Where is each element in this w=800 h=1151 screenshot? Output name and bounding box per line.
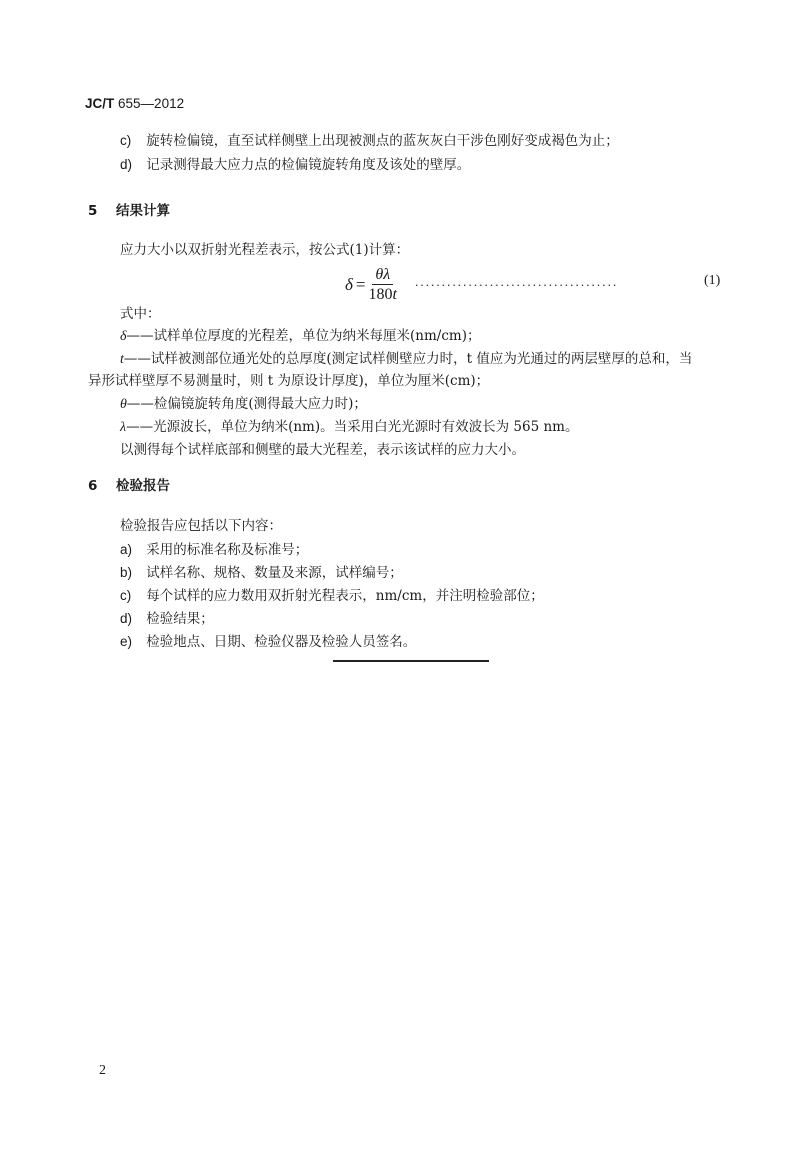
list-item-text: 检验地点、日期、检验仪器及检验人员签名。: [146, 634, 417, 650]
section-intro: 应力大小以双折射光程差表示，按公式(1)计算：: [120, 242, 410, 258]
list-item-text: 旋转检偏镜，直至试样侧壁上出现被测点的蓝灰灰白干涉色刚好变成褐色为止；: [146, 133, 619, 149]
list-item: [120, 155, 470, 175]
formula-equals: =: [355, 275, 366, 294]
list-item-label: e): [120, 634, 133, 649]
definition-symbol: θ: [120, 397, 127, 412]
section-number: 5: [88, 203, 98, 219]
list-item-label: d): [120, 157, 133, 172]
list-item: [120, 586, 544, 606]
definition-text: ——光源波长，单位为纳米(nm)。当采用白光光源时有效波长为 565 nm。: [126, 419, 579, 435]
formula-leader-dots: ......................................: [415, 274, 619, 289]
list-item-text: 每个试样的应力数用双折射光程表示，nm/cm，并注明检验部位；: [146, 588, 544, 604]
section-intro: 检验报告应包括以下内容：: [120, 518, 282, 534]
list-item: [120, 131, 619, 151]
definition-t: [120, 349, 692, 370]
section-title: 结果计算: [116, 203, 170, 219]
section-conclusion: 以测得每个试样底部和侧壁的最大光程差，表示该试样的应力大小。: [120, 442, 525, 458]
list-item: [120, 540, 308, 560]
list-item: [120, 563, 403, 583]
list-item-label: c): [120, 133, 132, 148]
definition-text: ——试样被测部位通光处的总厚度(测定试样侧壁应力时，t 值应为光通过的两层壁厚的总和，当: [123, 351, 693, 367]
formula-denominator: [369, 285, 397, 305]
standard-number: 655—2012: [118, 96, 185, 111]
list-item-label: b): [120, 565, 133, 580]
list-item-label: d): [120, 611, 133, 626]
formula-lhs: δ: [345, 275, 353, 294]
denominator-number: 180: [368, 285, 393, 303]
list-item-text: 检验结果；: [146, 611, 214, 627]
standard-prefix: JC/T: [85, 96, 115, 111]
section-title: 检验报告: [116, 478, 170, 494]
denominator-variable: t: [392, 285, 397, 303]
list-item-text: 采用的标准名称及标准号；: [146, 542, 309, 558]
section-number: 6: [88, 478, 98, 494]
section-heading-5: [88, 199, 170, 219]
formula-1: [345, 260, 397, 310]
definition-text: ——检偏镜旋转角度(测得最大应力时)；: [126, 396, 367, 412]
definition-text: ——试样单位厚度的光程差，单位为纳米每厘米(nm/cm)；: [126, 328, 481, 344]
definition-lambda: [120, 417, 578, 438]
definition-t-continued: 异形试样壁厚不易测量时，则 t 为原设计厚度)，单位为厘米(cm)；: [88, 373, 490, 389]
page-number: 2: [99, 1063, 106, 1078]
end-rule: [333, 660, 489, 662]
where-label: 式中：: [120, 306, 161, 322]
definition-theta: [120, 394, 367, 415]
list-item-label: c): [120, 588, 132, 603]
definition-symbol: t: [120, 352, 124, 367]
list-item-text: 记录测得最大应力点的检偏镜旋转角度及该处的壁厚。: [146, 157, 471, 173]
standard-code: [85, 96, 184, 111]
definition-symbol: δ: [120, 329, 127, 344]
list-item: [120, 609, 214, 629]
list-item-text: 试样名称、规格、数量及来源，试样编号；: [146, 565, 403, 581]
formula-numerator: θλ: [372, 266, 393, 285]
section-heading-6: [88, 474, 170, 494]
list-item: [120, 632, 416, 652]
equation-number: (1): [704, 273, 721, 288]
definition-symbol: λ: [120, 420, 127, 435]
list-item-label: a): [120, 542, 133, 557]
formula-fraction: [369, 266, 397, 305]
definition-delta: [120, 326, 480, 347]
